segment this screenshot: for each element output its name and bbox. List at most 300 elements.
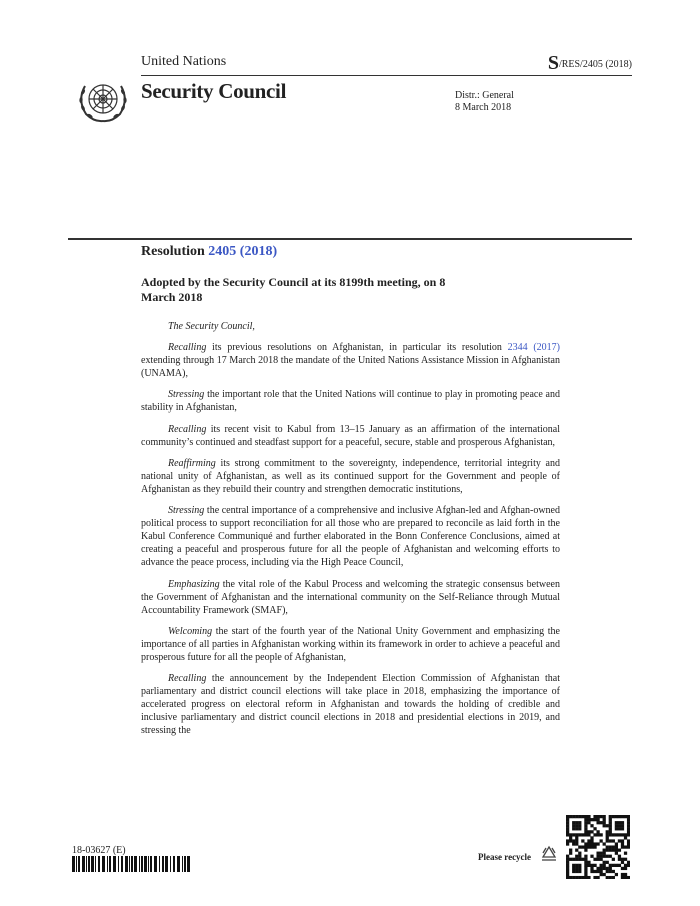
preamble-paragraph [141,504,560,569]
barcode-bar [141,856,143,872]
barcode-bar [129,856,130,872]
preamble-paragraph [141,457,560,496]
qr-module [566,842,569,845]
qr-module [569,839,572,842]
qr-module [600,833,603,836]
qr-module [615,864,618,867]
qr-module [569,849,572,852]
preamble-paragraph [141,423,560,449]
qr-module [600,815,603,818]
qr-module [569,858,572,861]
barcode-bar [170,856,171,872]
qr-module [624,873,627,876]
qr-module [606,839,609,842]
preamble-paragraph [141,388,560,414]
preamble-paragraph [141,578,560,617]
qr-module [618,849,621,852]
barcode-bar [86,856,87,872]
qr-module [584,818,587,821]
qr-module [603,818,606,821]
qr-module [569,836,572,839]
qr-module [593,858,596,861]
qr-module [609,855,612,858]
recycle-icon [538,845,560,865]
qr-module [615,824,618,827]
barcode-bar [109,856,111,872]
qr-module [584,842,587,845]
paragraph-lead: Emphasizing [168,578,220,590]
qr-module [621,827,624,830]
qr-module [569,876,572,879]
qr-module [609,830,612,833]
qr-module [572,864,575,867]
qr-module [584,833,587,836]
paragraph-lead: Welcoming [168,625,213,637]
paragraph-text: extending through 17 March 2018 the mandate of the United Nations Assistance Mission in Afghanistan (UNAMA), [141,355,560,380]
qr-module [581,845,584,848]
qr-module [569,833,572,836]
paragraph-lead: Recalling [168,423,207,435]
recycle-text: Please recycle [478,852,532,862]
document-number: 18-03627 (E) [72,845,126,856]
qr-module [609,845,612,848]
qr-module [612,815,615,818]
qr-module [618,858,621,861]
qr-module [569,815,572,818]
qr-module [578,833,581,836]
qr-module [596,815,599,818]
qr-module [600,864,603,867]
qr-module [596,852,599,855]
qr-module [615,873,618,876]
date-line: 8 March 2018 [455,102,512,113]
qr-module [603,849,606,852]
qr-code-icon [566,815,630,879]
qr-module [572,870,575,873]
qr-module [603,815,606,818]
un-emblem-icon [72,76,134,128]
qr-module [600,852,603,855]
qr-module [566,827,569,830]
qr-module [575,836,578,839]
qr-module [624,867,627,870]
paragraph-text: the start of the fourth year of the National Unity Government and emphasizing the importance of all parties in Afghanistan working within its framework in order to achieve a peaceful and prosperous future for all the people of Afghanistan, [141,625,560,663]
qr-module [590,855,593,858]
qr-module [596,818,599,821]
qr-module [609,821,612,824]
qr-module [615,833,618,836]
qr-module [572,827,575,830]
barcode-bar [154,856,157,872]
qr-module [572,839,575,842]
paragraph-lead: Stressing [168,389,205,401]
barcode-bar [187,856,190,872]
qr-module [627,845,630,848]
qr-module [612,876,615,879]
qr-module [600,858,603,861]
qr-module [590,818,593,821]
preamble-paragraph [141,625,560,664]
barcode-bar [102,856,105,872]
distribution-line: Distr.: General [455,90,514,101]
qr-module [627,821,630,824]
qr-module [566,815,569,818]
qr-module [584,827,587,830]
paragraph-text: the central importance of a comprehensive and inclusive Afghan-led and Afghan-owned political process to support reconciliation for all those who are prepared to reconcile as laid forth in the Kabul Conference Communiqué and further elaborated in the Bonn Conference Conclusions, aimed at creating a peaceful and prosperous future for all the people of Afghanistan and welcoming efforts to advance the peace process, including via the High Peace Council, [141,505,560,569]
adoption-heading: Adopted by the Security Council at its 8199th meeting, on 8 March 2018 [141,275,446,304]
qr-module [590,824,593,827]
qr-module [572,867,575,870]
qr-module [596,821,599,824]
qr-module [581,839,584,842]
qr-module [609,876,612,879]
barcode-bar [95,856,96,872]
qr-module [584,855,587,858]
qr-module [584,870,587,873]
qr-module [593,845,596,848]
barcode-bar [159,856,160,872]
qr-module [593,827,596,830]
qr-module [603,873,606,876]
resolution-title [141,244,277,260]
qr-module [621,815,624,818]
barcode-bar [72,856,75,872]
barcode-bar [131,856,133,872]
barcode-bar [150,856,152,872]
qr-module [603,824,606,827]
qr-module [587,818,590,821]
qr-module [566,876,569,879]
qr-module [581,815,584,818]
qr-module [584,821,587,824]
qr-module [566,824,569,827]
qr-module [566,855,569,858]
barcode-icon [72,856,190,872]
qr-module [596,867,599,870]
resolution-label: Resolution [141,244,205,259]
paragraph-lead: Reaffirming [168,457,216,469]
symbol-prefix: S [547,52,559,74]
qr-module [584,845,587,848]
qr-module [624,876,627,879]
qr-module [578,864,581,867]
paragraph-lead: Recalling [168,342,207,354]
qr-module [587,815,590,818]
qr-module [600,867,603,870]
qr-module [615,815,618,818]
organization-name: United Nations [141,54,227,69]
qr-module [600,839,603,842]
barcode-bar [182,856,183,872]
qr-module [566,839,569,842]
qr-module [575,876,578,879]
qr-module [627,827,630,830]
qr-module [584,824,587,827]
qr-module [566,870,569,873]
barcode-bar [144,856,147,872]
qr-module [572,821,575,824]
qr-module [624,836,627,839]
qr-module [584,876,587,879]
qr-module [584,864,587,867]
qr-module [627,876,630,879]
qr-module [578,827,581,830]
resolution-link[interactable]: 2344 (2017) [507,342,560,354]
qr-module [566,861,569,864]
qr-module [612,858,615,861]
qr-module [612,870,615,873]
qr-module [566,864,569,867]
qr-module [624,815,627,818]
qr-module [624,845,627,848]
qr-module [612,833,615,836]
barcode-bar [148,856,149,872]
paragraph-text: its strong commitment to the sovereignty, independence, territorial integrity and national unity of Afghanistan, as well as its continued support for the Government and people of Afghanistan as they rebuild their country and strengthen democratic institutions, [141,457,560,495]
qr-module [584,873,587,876]
barcode-bar [88,856,90,872]
qr-module [624,864,627,867]
qr-module [581,858,584,861]
qr-module [609,833,612,836]
barcode-bar [121,856,123,872]
qr-module [606,845,609,848]
preamble-paragraph [141,320,560,333]
qr-module [615,827,618,830]
qr-module [575,827,578,830]
qr-module [596,833,599,836]
qr-module [606,870,609,873]
preamble-paragraph [141,672,560,737]
qr-module [615,849,618,852]
qr-module [569,852,572,855]
qr-module [593,876,596,879]
barcode-bar [125,856,128,872]
qr-module [627,861,630,864]
qr-module [600,821,603,824]
council-title: Security Council [141,79,287,103]
barcode-bar [139,856,140,872]
qr-module [590,842,593,845]
qr-module [584,861,587,864]
qr-module [624,858,627,861]
qr-module [596,830,599,833]
qr-module [578,870,581,873]
qr-module [575,839,578,842]
barcode-bar [78,856,80,872]
qr-module [593,870,596,873]
qr-module [606,833,609,836]
paragraph-text: its previous resolutions on Afghanistan, in particular its resolution [206,342,508,354]
qr-module [566,818,569,821]
qr-module [587,861,590,864]
qr-module [578,852,581,855]
qr-module [609,870,612,873]
qr-module [603,864,606,867]
qr-module [578,867,581,870]
qr-module [593,864,596,867]
qr-module [615,845,618,848]
qr-module [609,867,612,870]
paragraph-text: the important role that the United Nations will continue to play in promoting peace and stability in Afghanistan, [141,389,560,414]
qr-module [590,845,593,848]
qr-module [575,821,578,824]
qr-module [600,870,603,873]
barcode-bar [107,856,108,872]
qr-module [609,818,612,821]
qr-module [603,852,606,855]
qr-module [575,870,578,873]
qr-module [609,824,612,827]
document-symbol [548,52,632,75]
qr-module [590,836,593,839]
qr-module [575,833,578,836]
barcode-bar [184,856,186,872]
qr-module [627,818,630,821]
paragraph-lead: Stressing [168,505,205,517]
qr-module [575,815,578,818]
qr-module [627,864,630,867]
qr-module [606,867,609,870]
header-rule [141,75,632,76]
qr-module [615,821,618,824]
qr-module [584,815,587,818]
qr-module [593,815,596,818]
qr-module [603,855,606,858]
qr-module [593,833,596,836]
qr-module [621,867,624,870]
qr-module [618,815,621,818]
qr-module [603,867,606,870]
qr-module [593,842,596,845]
qr-module [612,845,615,848]
qr-module [609,839,612,842]
qr-module [615,852,618,855]
qr-module [618,839,621,842]
paragraph-lead: The Security Council, [168,321,255,332]
qr-module [596,842,599,845]
qr-module [584,830,587,833]
qr-module [566,867,569,870]
qr-module [618,821,621,824]
barcode-bar [82,856,85,872]
section-rule [68,238,632,240]
barcode-bar [162,856,164,872]
qr-module [612,849,615,852]
qr-module [578,824,581,827]
qr-module [578,815,581,818]
qr-module [603,861,606,864]
qr-module [566,830,569,833]
qr-module [596,855,599,858]
qr-module [590,867,593,870]
qr-module [566,858,569,861]
qr-module [621,876,624,879]
qr-module [575,867,578,870]
barcode-bar [134,856,137,872]
qr-module [590,830,593,833]
qr-module [600,873,603,876]
qr-module [572,858,575,861]
qr-module [606,830,609,833]
symbol-rest: /RES/2405 (2018) [558,59,632,70]
qr-module [590,839,593,842]
qr-module [584,849,587,852]
qr-module [624,852,627,855]
qr-module [578,858,581,861]
qr-module [606,876,609,879]
paragraph-lead: Recalling [168,673,207,685]
qr-module [572,876,575,879]
qr-module [627,815,630,818]
qr-module [593,818,596,821]
qr-module [575,864,578,867]
resolution-number-link[interactable]: 2405 (2018) [208,244,278,259]
qr-module [627,833,630,836]
qr-module [627,824,630,827]
qr-module [575,824,578,827]
qr-module [606,836,609,839]
qr-module [627,830,630,833]
qr-module [587,833,590,836]
qr-module [590,870,593,873]
qr-module [587,876,590,879]
qr-module [615,842,618,845]
qr-module [575,855,578,858]
qr-module [596,858,599,861]
qr-module [587,864,590,867]
qr-module [596,870,599,873]
qr-module [581,833,584,836]
qr-module [578,876,581,879]
qr-module [612,839,615,842]
qr-module [596,876,599,879]
barcode-bar [76,856,77,872]
qr-module [609,827,612,830]
qr-module [621,839,624,842]
qr-module [566,873,569,876]
qr-module [621,833,624,836]
qr-module [584,867,587,870]
qr-module [587,845,590,848]
qr-module [621,861,624,864]
qr-module [578,855,581,858]
paragraph-text: its recent visit to Kabul from 13–15 January as an affirmation of the international community’s continued and steadfast support for a peaceful, secure, stable and prosperous Afghanistan, [141,423,560,448]
qr-module [600,855,603,858]
qr-module [578,821,581,824]
qr-module [587,842,590,845]
qr-module [621,858,624,861]
barcode-bar [118,856,119,872]
qr-module [627,839,630,842]
qr-module [624,833,627,836]
qr-module [606,849,609,852]
qr-module [606,855,609,858]
resolution-body [141,320,560,746]
qr-module [572,815,575,818]
preamble-paragraph [141,341,560,380]
barcode-bar [177,856,180,872]
qr-module [609,815,612,818]
qr-module [618,824,621,827]
qr-module [566,821,569,824]
qr-module [603,842,606,845]
qr-module [612,864,615,867]
qr-module [575,849,578,852]
qr-module [606,861,609,864]
qr-module [618,864,621,867]
qr-module [603,821,606,824]
qr-module [621,845,624,848]
